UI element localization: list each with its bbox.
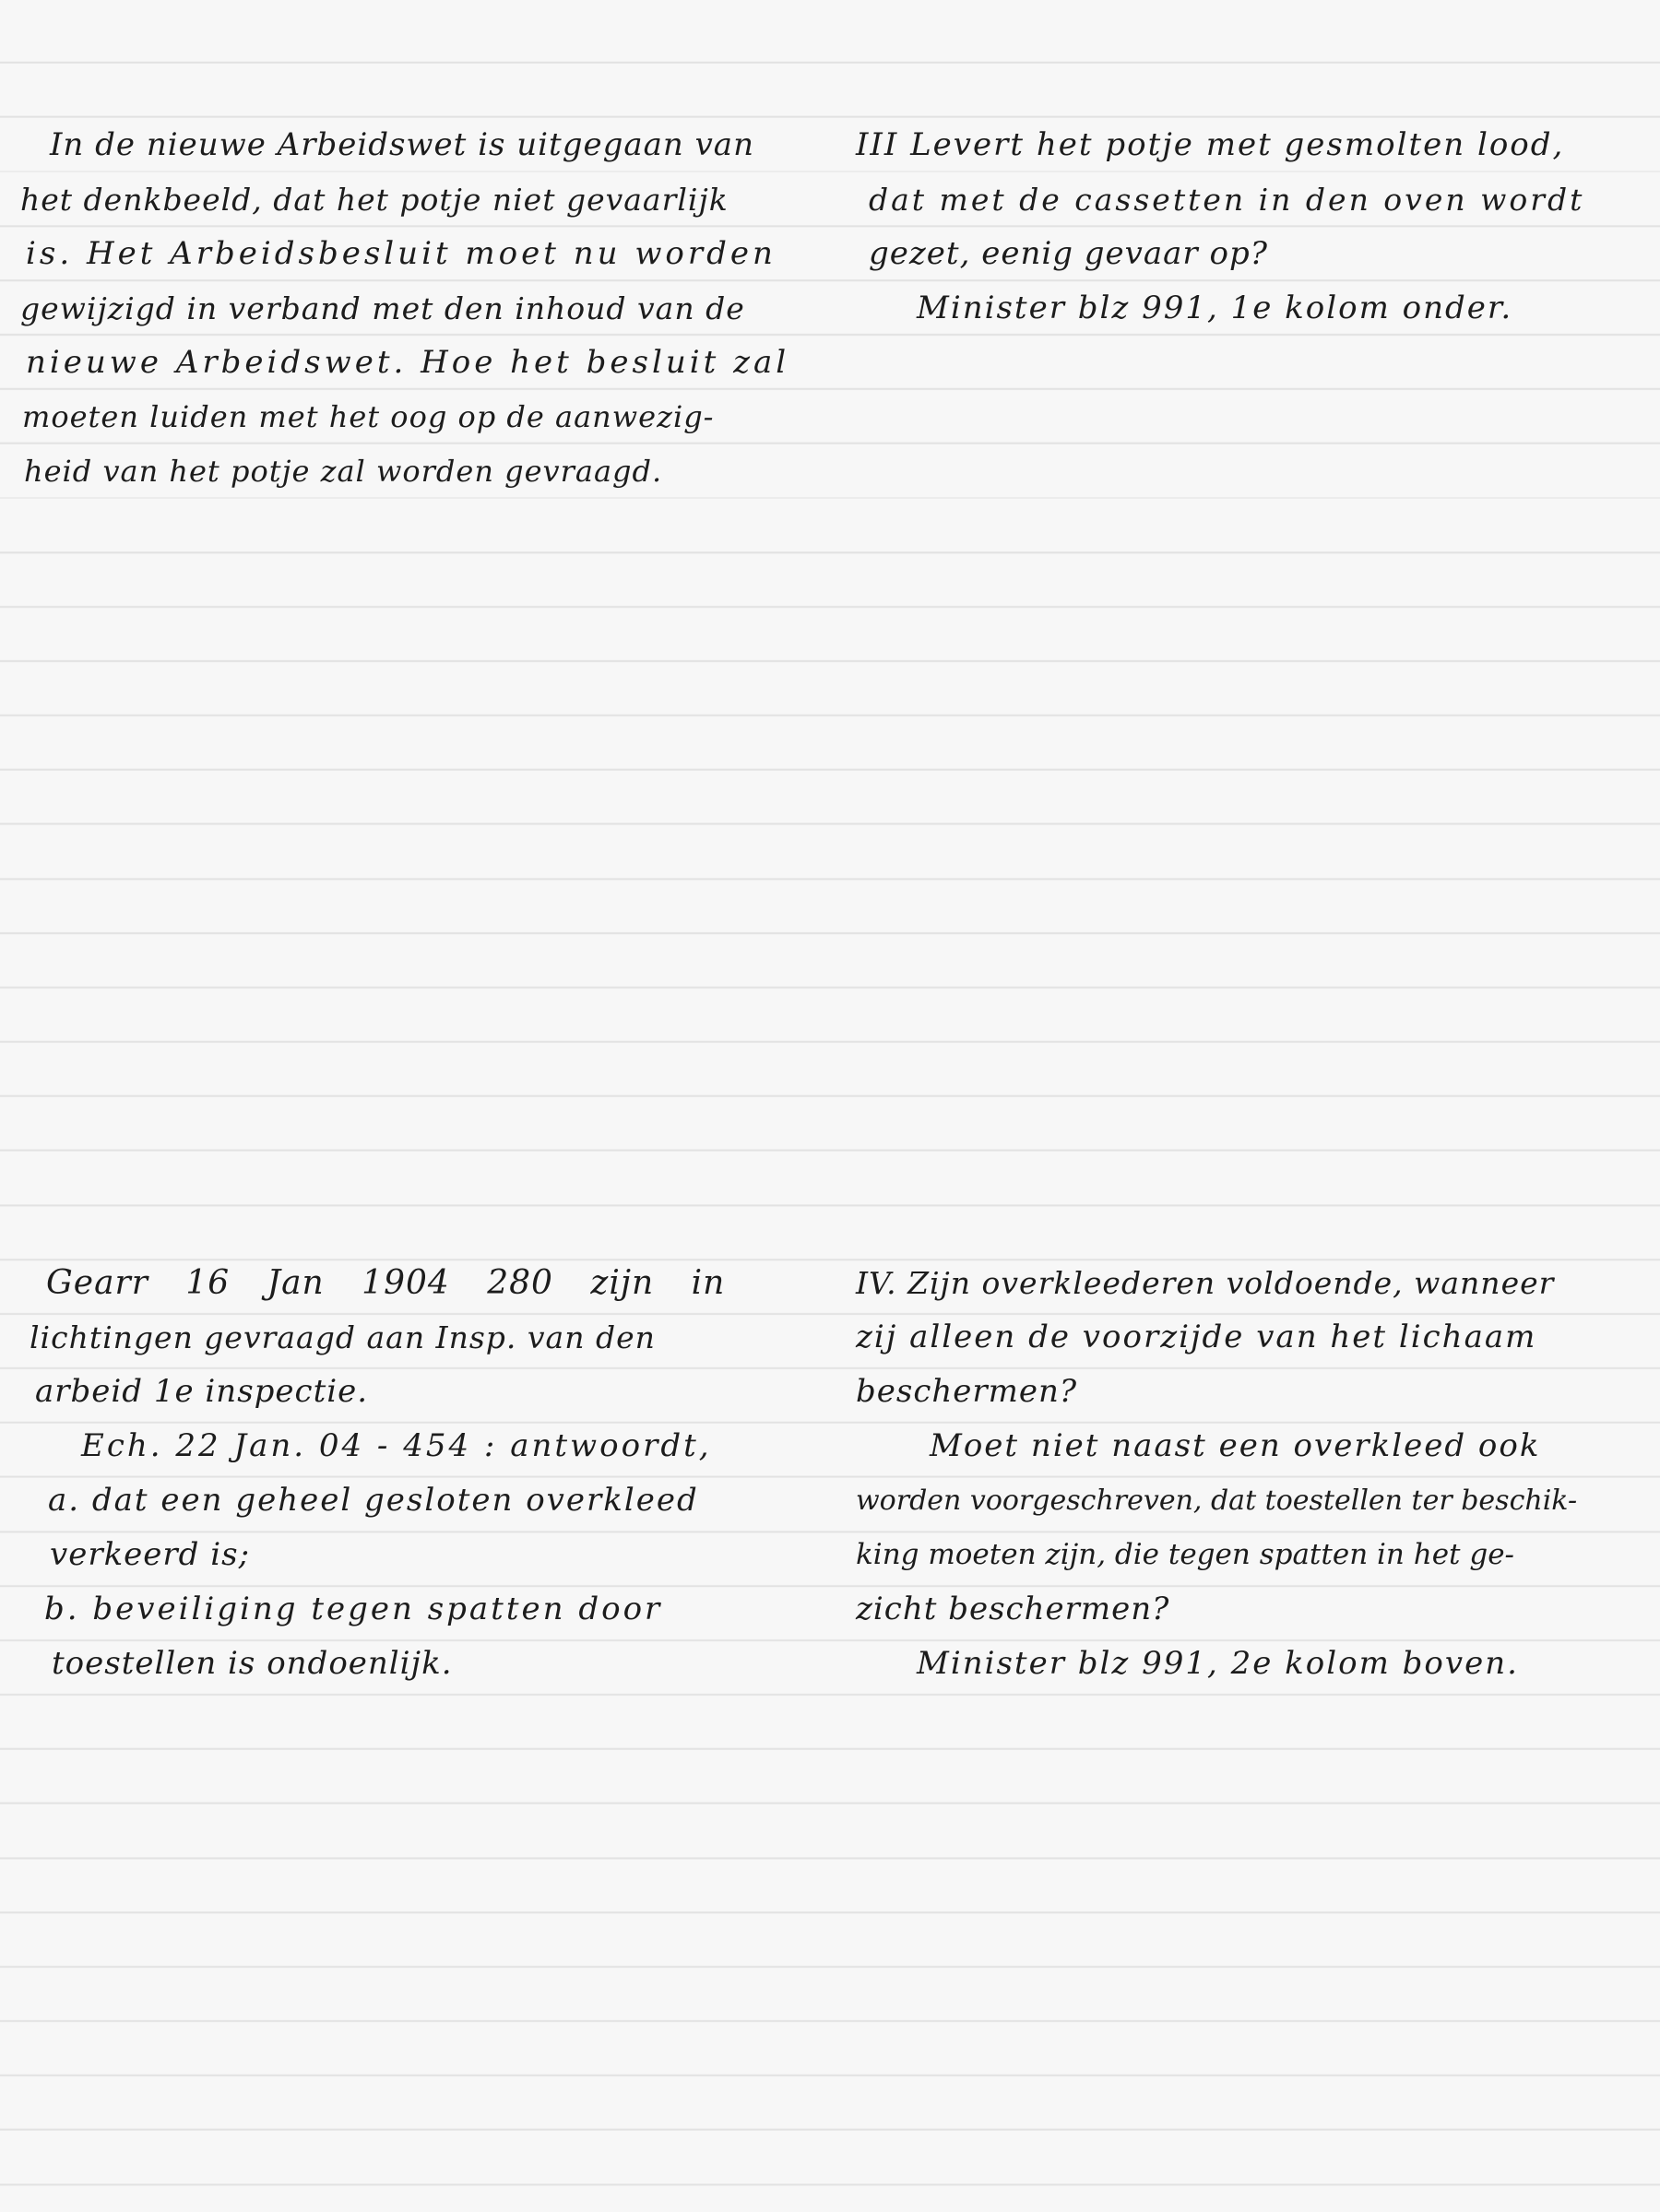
text-line: arbeid 1e inspectie. — [35, 1373, 369, 1410]
text-line: Ech. 22 Jan. 04 - 454 : antwoordt, — [81, 1427, 712, 1464]
text-line: king moeten zijn, die tegen spatten in het ge- — [856, 1538, 1515, 1571]
note-block-bottom-right — [856, 1256, 1649, 1691]
text-line: III Levert het potje met gesmolten lood, — [856, 126, 1565, 163]
text-line: gezet, eenig gevaar op? — [869, 235, 1268, 272]
text-line: Gearr 16 Jan 1904 280 zijn in — [46, 1264, 726, 1302]
text-line: Minister blz 991, 2e kolom boven. — [917, 1645, 1519, 1682]
text-line: zicht beschermen? — [856, 1591, 1170, 1627]
text-line: heid van het potje zal worden gevraagd. — [24, 454, 663, 489]
note-block-top-left — [20, 118, 832, 499]
text-line: In de nieuwe Arbeidswet is uitgegaan van — [50, 126, 754, 163]
text-line: Minister blz 991, 1e kolom onder. — [917, 290, 1513, 326]
text-line: beschermen? — [856, 1373, 1078, 1410]
text-line: het denkbeeld, dat het potje niet gevaarlijk — [20, 182, 729, 218]
text-line: Moet niet naast een overkleed ook — [930, 1427, 1541, 1464]
text-line: worden voorgeschreven, dat toestellen ter beschik- — [856, 1485, 1578, 1517]
text-line: lichtingen gevraagd aan Insp. van den — [30, 1319, 656, 1355]
text-line: is. Het Arbeidsbesluit moet nu worden — [26, 235, 777, 272]
text-line: dat met de cassetten in den oven wordt — [869, 182, 1585, 218]
note-block-top-right — [856, 118, 1649, 336]
text-line: a. dat een geheel gesloten overkleed — [48, 1482, 699, 1519]
text-line: zij alleen de voorzijde van het lichaam — [856, 1319, 1537, 1355]
note-block-bottom-left — [30, 1256, 832, 1691]
text-line: moeten luiden met het oog op de aanwezig- — [22, 399, 715, 434]
text-line: toestellen is ondoenlijk. — [52, 1645, 453, 1682]
text-line: verkeerd is; — [50, 1536, 251, 1573]
text-line: nieuwe Arbeidswet. Hoe het besluit zal — [26, 344, 790, 381]
text-line: gewijzigd in verband met den inhoud van de — [20, 290, 745, 326]
text-line: b. beveiliging tegen spatten door — [44, 1591, 663, 1627]
text-line: IV. Zijn overkleederen voldoende, wanneer — [856, 1265, 1555, 1301]
